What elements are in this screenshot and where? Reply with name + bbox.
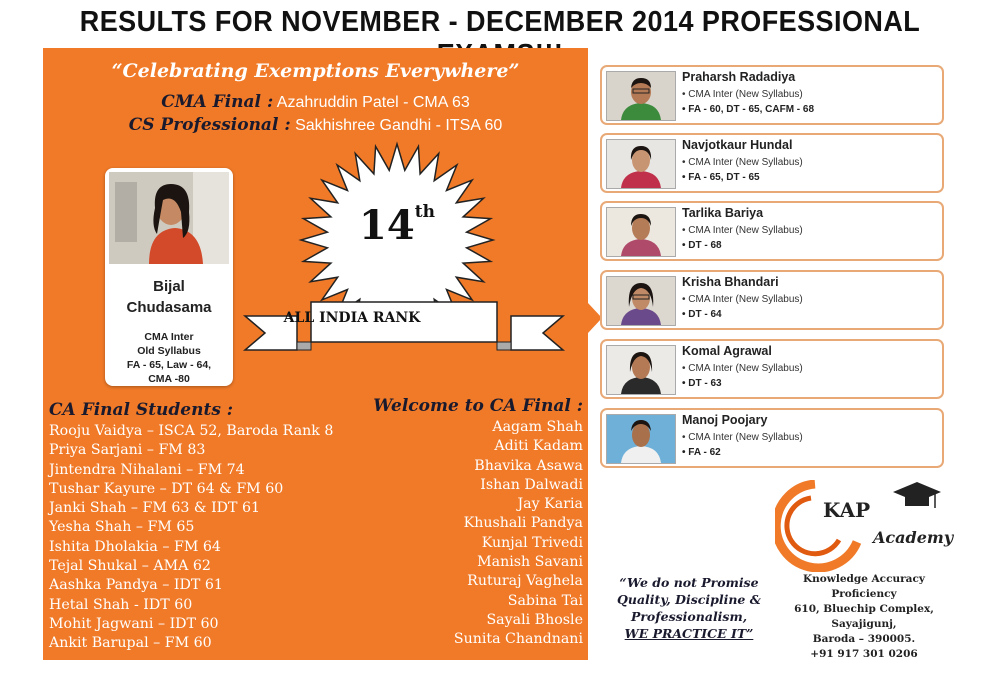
- student-marks: • DT - 64: [682, 309, 722, 320]
- rank-number: [297, 202, 497, 249]
- academy-motto: Knowledge Accuracy Proficiency: [803, 573, 925, 600]
- quote-line-4: WE PRACTICE IT”: [624, 626, 754, 641]
- list-item: Aditi Kadam: [494, 438, 583, 455]
- headline: RESULTS FOR NOVEMBER - DECEMBER 2014 PROFESSIONAL: [79, 6, 921, 38]
- list-item: Jay Karia: [517, 496, 583, 513]
- cs-professional-value: Sakhishree Gandhi - ITSA 60: [295, 117, 503, 134]
- student-name: Krisha Bhandari: [682, 275, 779, 289]
- student-name: Manoj Poojary: [682, 413, 768, 427]
- academy-quote: [604, 574, 774, 642]
- academy-phone: +91 917 301 0206: [810, 648, 918, 660]
- quote-line-2: Quality, Discipline &: [616, 592, 762, 607]
- featured-syllabus: Old Syllabus: [137, 345, 201, 357]
- rank-banner-text: ALL INDIA RANK: [283, 310, 421, 326]
- featured-first-name: Bijal: [153, 278, 185, 295]
- student-name: Praharsh Radadiya: [682, 70, 796, 84]
- list-item: Sunita Chandnani: [453, 631, 583, 648]
- cs-professional-line: [43, 115, 588, 135]
- rank-suffix: th: [414, 202, 435, 222]
- rank-ribbon: [239, 300, 569, 354]
- ca-final-heading: CA Final Students :: [49, 400, 234, 420]
- student-photo: [606, 345, 676, 395]
- cma-final-line: [43, 92, 588, 112]
- featured-student-photo: [109, 172, 229, 264]
- featured-student-details: [105, 330, 233, 386]
- logo-academy-text: Academy: [873, 528, 954, 547]
- list-item: Manish Savani: [477, 554, 583, 571]
- list-item: Rooju Vaidya – ISCA 52, Baroda Rank 8: [49, 423, 334, 439]
- cs-professional-label: CS Professional :: [128, 115, 291, 135]
- featured-student-name: [105, 276, 233, 318]
- student-marks: • DT - 68: [682, 240, 722, 251]
- list-item: Bhavika Asawa: [474, 457, 583, 474]
- student-photo: [606, 71, 676, 121]
- address-line-1: 610, Bluechip Complex,: [794, 603, 934, 615]
- student-marks: • FA - 62: [682, 447, 721, 458]
- rank-number-value: 14: [359, 202, 415, 249]
- student-photo: [606, 414, 676, 464]
- quote-line-3: Professionalism,: [630, 609, 748, 624]
- list-item: Ankit Barupal – FM 60: [49, 635, 212, 652]
- student-photo: [606, 207, 676, 257]
- list-item: Hetal Shah - IDT 60: [49, 596, 193, 613]
- student-card: [600, 339, 944, 399]
- list-item: Janki Shah – FM 63 & IDT 61: [49, 500, 261, 517]
- address-line-3: Baroda – 390005.: [812, 633, 916, 645]
- student-course: • CMA Inter (New Syllabus): [682, 432, 803, 443]
- student-photo: [606, 139, 676, 189]
- featured-last-name: Chudasama: [126, 299, 212, 316]
- student-card: [600, 133, 944, 193]
- student-course: • CMA Inter (New Syllabus): [682, 157, 803, 168]
- student-marks: • FA - 65, DT - 65: [682, 172, 760, 183]
- list-item: Yesha Shah – FM 65: [49, 519, 195, 536]
- student-card: [600, 65, 944, 125]
- student-photo: [606, 276, 676, 326]
- featured-marks-2: CMA -80: [148, 373, 190, 385]
- academy-address: [778, 572, 950, 662]
- student-course: • CMA Inter (New Syllabus): [682, 225, 803, 236]
- student-name: Tarlika Bariya: [682, 206, 764, 220]
- ca-final-list: [49, 422, 333, 654]
- student-marks: • DT - 63: [682, 378, 722, 389]
- list-item: Ishita Dholakia – FM 64: [49, 538, 221, 555]
- list-item: Priya Sarjani – FM 83: [49, 442, 206, 459]
- list-item: Ruturaj Vaghela: [467, 573, 583, 590]
- list-item: Ishan Dalwadi: [480, 476, 583, 493]
- student-card: [600, 408, 944, 468]
- list-item: Aashka Pandya – IDT 61: [49, 577, 223, 594]
- list-item: Kunjal Trivedi: [481, 534, 583, 551]
- list-item: Tejal Shukal – AMA 62: [49, 558, 211, 575]
- student-course: • CMA Inter (New Syllabus): [682, 89, 803, 100]
- logo-kap-text: KAP: [823, 498, 871, 522]
- student-card: [600, 201, 944, 261]
- cma-final-label: CMA Final :: [161, 92, 274, 112]
- student-course: • CMA Inter (New Syllabus): [682, 294, 803, 305]
- orange-poster-panel: [43, 48, 588, 660]
- welcome-list: [454, 418, 583, 650]
- featured-student-card: [105, 168, 233, 386]
- welcome-heading: Welcome to CA Final :: [373, 396, 583, 416]
- quote-line-1: “We do not Promise: [619, 575, 759, 590]
- list-item: Sabina Tai: [507, 592, 583, 609]
- cma-final-value: Azahruddin Patel - CMA 63: [276, 94, 470, 111]
- list-item: Khushali Pandya: [463, 515, 583, 532]
- list-item: Mohit Jagwani – IDT 60: [49, 615, 219, 632]
- featured-marks-1: FA - 65, Law - 64,: [126, 359, 212, 371]
- logo-swirl-icon: [775, 480, 945, 572]
- featured-course: CMA Inter: [144, 331, 194, 343]
- address-line-2: Sayajigunj,: [831, 618, 897, 630]
- list-item: Tushar Kayure – DT 64 & FM 60: [49, 480, 284, 497]
- student-course: • CMA Inter (New Syllabus): [682, 363, 803, 374]
- tagline: “Celebrating Exemptions Everywhere”: [111, 60, 520, 82]
- student-marks: • FA - 60, DT - 65, CAFM - 68: [682, 104, 815, 115]
- list-item: Aagam Shah: [492, 419, 583, 435]
- student-name: Komal Agrawal: [682, 344, 772, 358]
- student-name: Navjotkaur Hundal: [682, 138, 793, 152]
- kap-academy-logo: [775, 480, 954, 572]
- list-item: Jintendra Nihalani – FM 74: [49, 461, 245, 478]
- list-item: Sayali Bhosle: [486, 611, 583, 628]
- student-card: [600, 270, 944, 330]
